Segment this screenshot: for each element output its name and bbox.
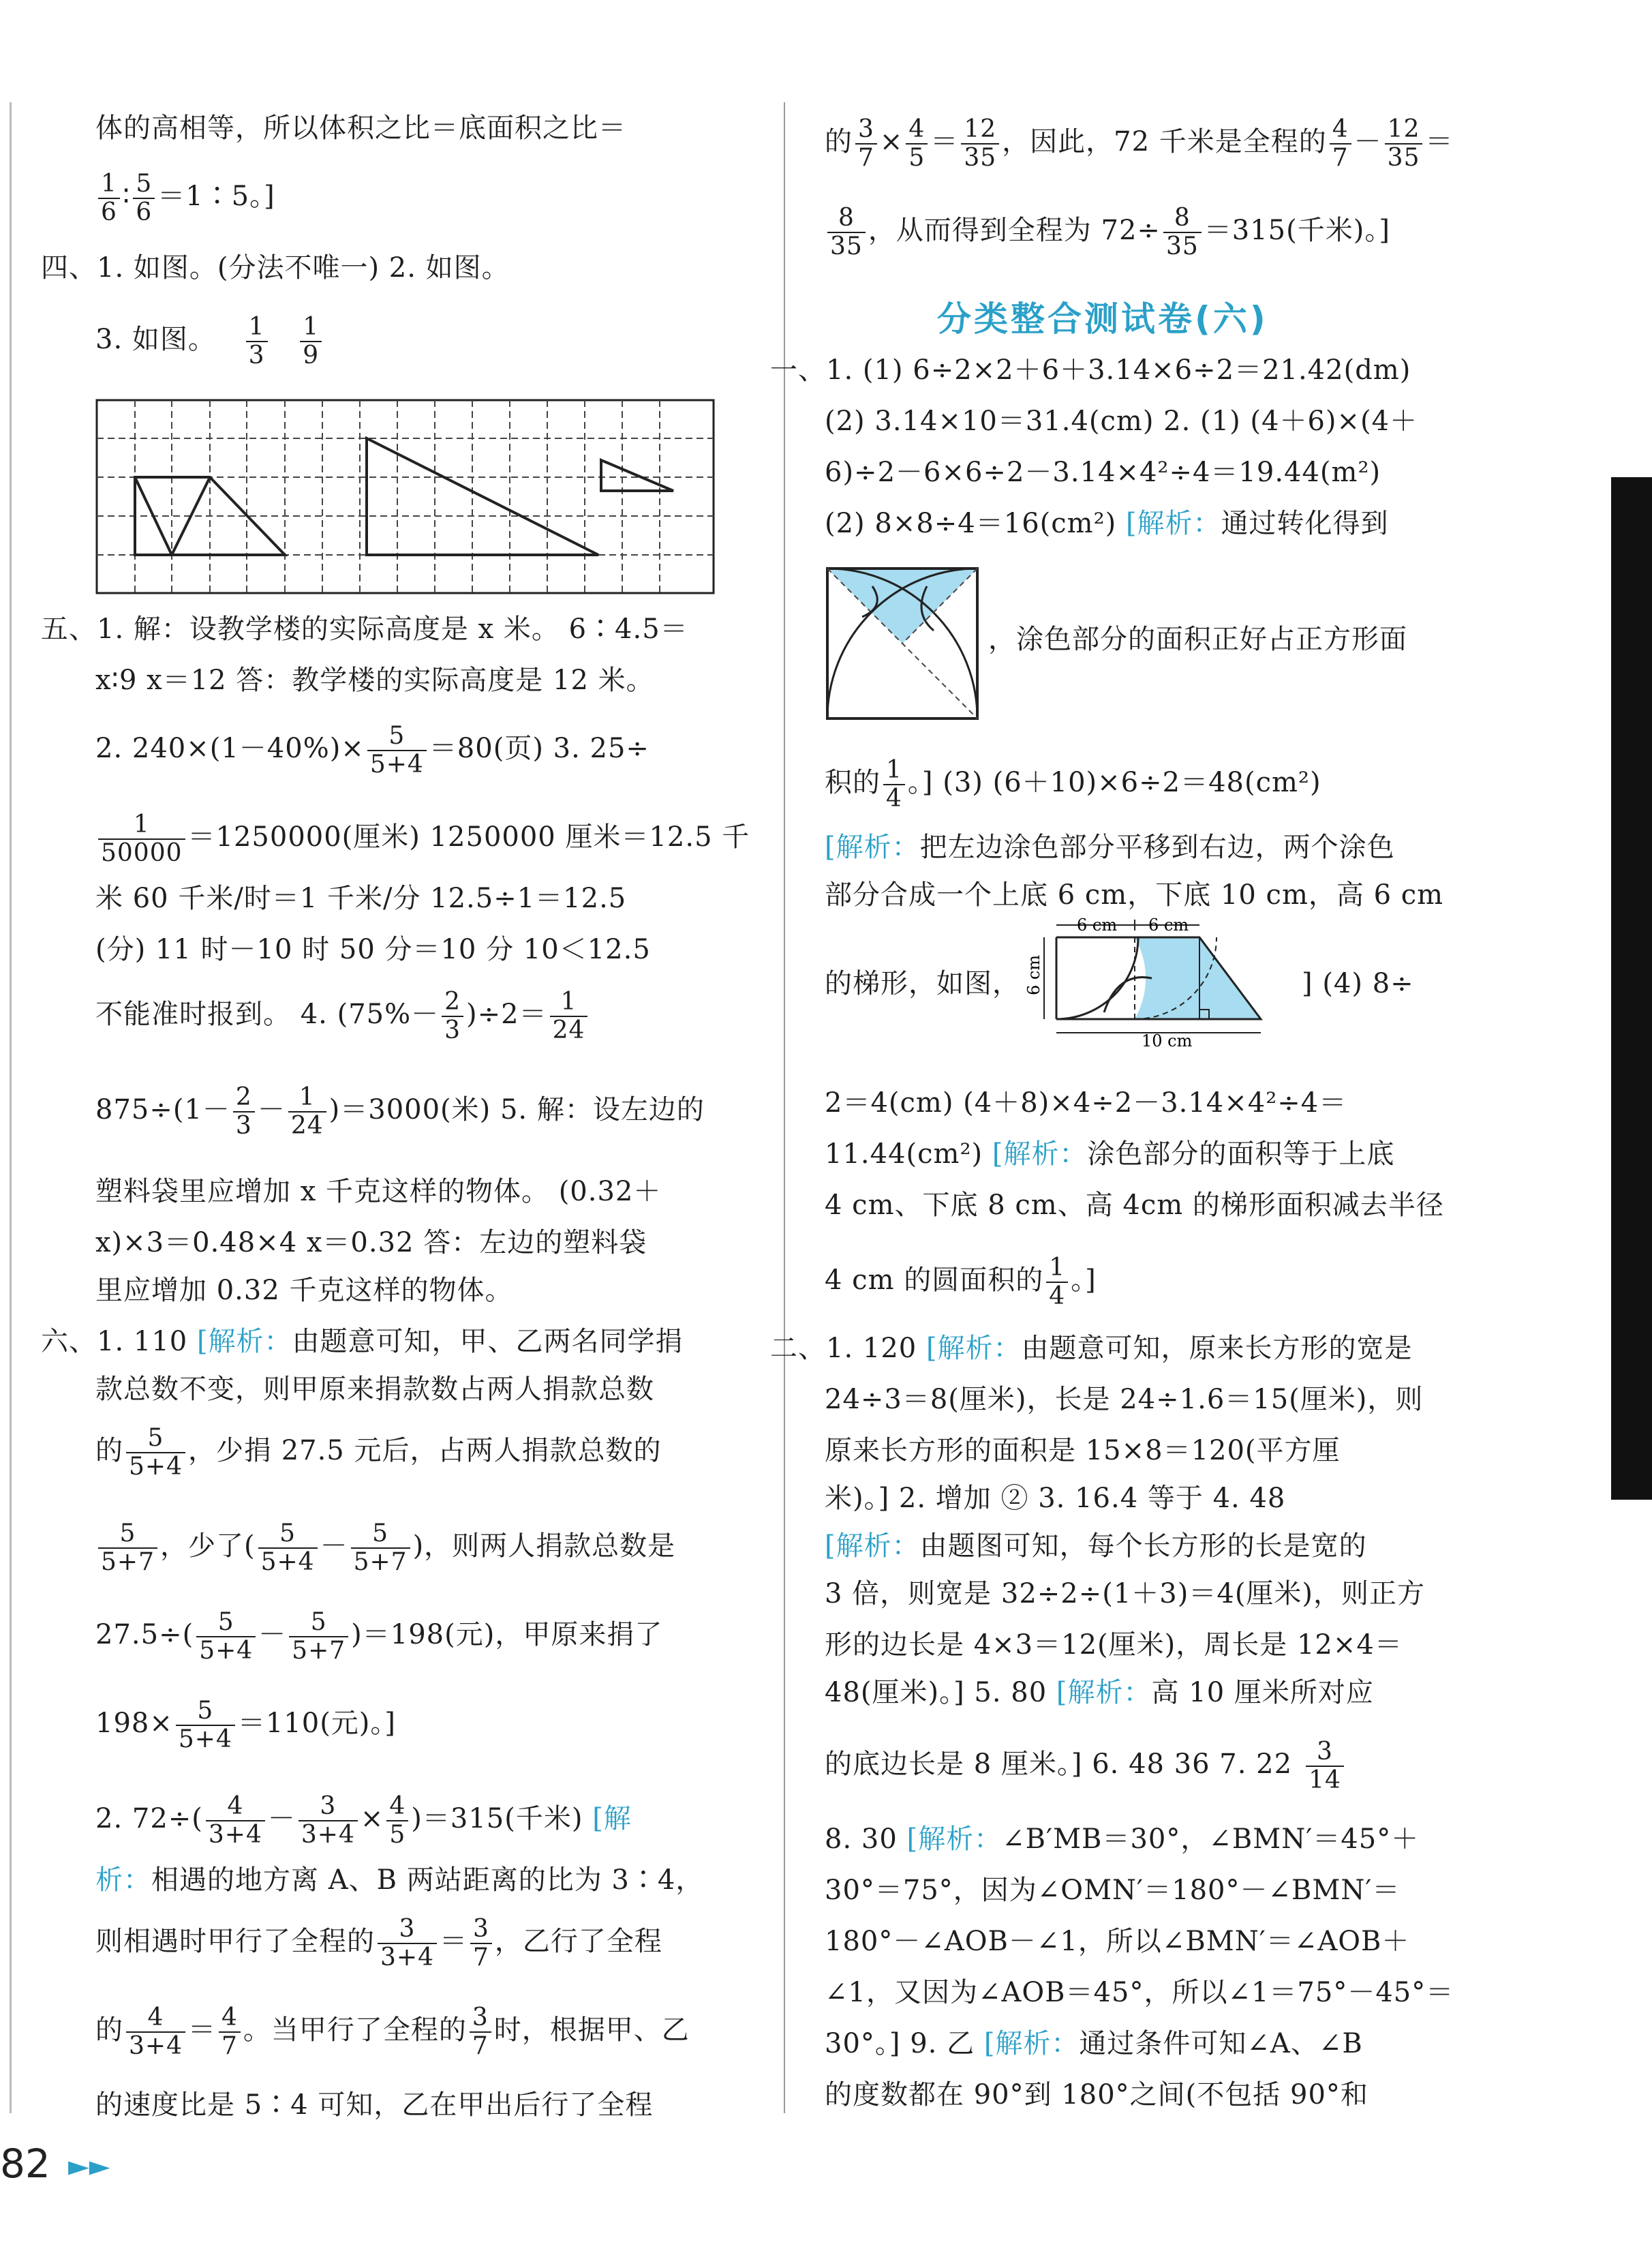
text-line: 的 $\frac{4}{3+4}$ ＝ $\frac{4}{7}$ 。当甲行了全程的 $\frac{3}{7}$ 时，根据甲、乙 — [95, 2003, 690, 2060]
text-line: 六、1. 110 [解析：由题意可知，甲、乙两名同学捐 — [41, 1326, 684, 1357]
fraction: $\frac{5}{5+4}$ — [258, 1520, 318, 1576]
fraction: $\frac{1}{4}$ — [1046, 1254, 1068, 1310]
fraction: $\frac{12}{35}$ — [961, 116, 999, 172]
fraction: $\frac{1}{50000}$ — [98, 811, 185, 867]
fraction: $\frac{5}{5+7}$ — [98, 1520, 157, 1576]
text-line: x)×3＝0.48×4 x＝0.32 答：左边的塑料袋 — [95, 1227, 647, 1258]
text-line: x∶9 x＝12 答：教学楼的实际高度是 12 米。 — [95, 665, 654, 696]
text-line: 原来长方形的面积是 15×8＝120(平方厘 — [825, 1435, 1341, 1466]
text-line: 3 倍，则宽是 32÷2÷(1＋3)＝4(厘米)，则正方 — [825, 1578, 1426, 1609]
text-line: 积的 $\frac{1}{4}$ 。] (3) (6＋10)×6÷2＝48(cm²) — [825, 756, 1321, 813]
text-line: 形的边长是 4×3＝12(厘米)，周长是 12×4＝ — [825, 1629, 1403, 1661]
text-line: 198× $\frac{5}{5+4}$ ＝110(元)。] — [95, 1697, 397, 1753]
fraction: $\frac{1}{3}$ — [246, 314, 268, 369]
fraction: $\frac{8}{35}$ — [1163, 205, 1202, 260]
text-line: 48(厘米)。] 5. 80 [解析：高 10 厘米所对应 — [825, 1677, 1374, 1708]
text-line: 2. 72÷( $\frac{4}{3+4}$ － $\frac{3}{3+4}$ × $\frac{4}{5}$ )＝315(千米) [解 — [95, 1792, 632, 1849]
text-line: 的 $\frac{5}{5+4}$ ，少捐 27.5 元后，占两人捐款总数的 — [95, 1424, 662, 1481]
fraction: $\frac{2}{3}$ — [442, 988, 463, 1044]
text-line: 6)÷2－6×6÷2－3.14×4²÷4＝19.44(m²) — [825, 457, 1381, 488]
text-line: 一、1. (1) 6÷2×2＋6＋3.14×6÷2＝21.42(dm) — [770, 354, 1411, 386]
figure-label: 6 cm — [1077, 915, 1118, 935]
fraction: $\frac{5}{5+4}$ — [196, 1609, 256, 1665]
text-line: 则相遇时甲行了全程的 $\frac{3}{3+4}$ ＝ $\frac{3}{7}$ ，乙行了全程 — [95, 1915, 662, 1971]
column-divider — [784, 102, 785, 2113]
fraction: $\frac{3}{7}$ — [855, 116, 877, 172]
next-arrows-icon: ►► — [68, 2151, 110, 2182]
text-line: 的度数都在 90°到 180°之间(不包括 90°和 — [825, 2079, 1368, 2110]
text-line: 11.44(cm²) [解析：涂色部分的面积等于上底 — [825, 1138, 1395, 1170]
fraction: $\frac{1}{24}$ — [550, 988, 588, 1044]
text-line: 4 cm、下底 8 cm、高 4cm 的梯形面积减去半径 — [825, 1190, 1444, 1221]
text-line: 的速度比是 5∶4 可知，乙在甲出后行了全程 — [95, 2089, 654, 2121]
fraction: $\frac{1}{4}$ — [883, 757, 905, 813]
text-line: ，涂色部分的面积正好占正方形面 — [988, 624, 1407, 655]
fraction: $\frac{4}{7}$ — [1330, 116, 1351, 172]
text-line: 不能准时报到。 4. (75%－ $\frac{2}{3}$ )÷2＝ $\frac{1}{24}$ — [95, 988, 590, 1044]
text-line: 五、1. 解：设教学楼的实际高度是 x 米。 6∶4.5＝ — [41, 614, 688, 645]
fraction: $\frac{8}{35}$ — [827, 205, 866, 260]
fraction: $\frac{5}{6}$ — [133, 170, 155, 226]
fraction: $\frac{4}{5}$ — [906, 116, 928, 172]
figure-label: 10 cm — [1142, 1031, 1193, 1050]
text-line: 米 60 千米/时＝1 千米/分 12.5÷1＝12.5 — [95, 883, 627, 914]
text-line: 塑料袋里应增加 x 千克这样的物体。 (0.32＋ — [95, 1176, 662, 1207]
fraction: $\frac{4}{3+4}$ — [206, 1793, 265, 1849]
square-shading-figure — [825, 566, 981, 723]
fraction: $\frac{3}{7}$ — [470, 2004, 491, 2060]
text-line: 体的高相等，所以体积之比＝底面积之比＝ — [95, 112, 626, 144]
text-line: 30°＝75°，因为∠OMN′＝180°－∠BMN′＝ — [825, 1875, 1401, 1906]
fraction: $\frac{1}{6}$ — [98, 170, 120, 226]
text-line: 875÷(1－ $\frac{2}{3}$ － $\frac{1}{24}$ )＝3000(米) 5. 解：设左边的 — [95, 1083, 705, 1140]
fraction: $\frac{5}{5+7}$ — [351, 1520, 410, 1576]
text-line: 里应增加 0.32 千克这样的物体。 — [95, 1275, 513, 1306]
fraction: $\frac{5}{5+4}$ — [176, 1697, 235, 1753]
text-line: 部分合成一个上底 6 cm，下底 10 cm，高 6 cm — [825, 879, 1444, 911]
text-line: $\frac{1}{6}$ ∶ $\frac{5}{6}$ ＝1∶5。] — [95, 170, 275, 226]
text-line: [解析：由题图可知，每个长方形的长是宽的 — [825, 1530, 1367, 1562]
fraction: $\frac{1}{24}$ — [288, 1084, 326, 1140]
text-line: $\frac{5}{5+7}$ ，少了( $\frac{5}{5+4}$ － $\frac{5}{5+7}$ )，则两人捐款总数是 — [95, 1520, 675, 1576]
fraction: $\frac{5}{5+4}$ — [367, 723, 427, 778]
fraction: $\frac{3}{14}$ — [1306, 1738, 1344, 1794]
fraction: $\frac{3}{3+4}$ — [378, 1916, 437, 1971]
text-line: (2) 8×8÷4＝16(cm²) [解析：通过转化得到 — [825, 508, 1389, 539]
fraction: $\frac{5}{5+7}$ — [289, 1609, 348, 1665]
text-line: 3. 如图。 $\frac{1}{3}$ $\frac{1}{9}$ — [95, 314, 324, 369]
text-line: (分) 11 时－10 时 50 分＝10 分 10＜12.5 — [95, 934, 651, 965]
text-line: 24÷3＝8(厘米)，长是 24÷1.6＝15(厘米)，则 — [825, 1384, 1424, 1415]
text-line: [解析：把左边涂色部分平移到右边，两个涂色 — [825, 832, 1395, 863]
text-line: 米)。] 2. 增加 ② 3. 16.4 等于 4. 48 — [825, 1483, 1286, 1514]
figure-label: 6 cm — [1148, 915, 1189, 935]
text-line: 30°。] 9. 乙 [解析：通过条件可知∠A、∠B — [825, 2028, 1363, 2059]
text-line: ∠1，又因为∠AOB＝45°，所以∠1＝75°－45°＝ — [825, 1977, 1454, 2008]
text-line: $\frac{8}{35}$ ，从而得到全程为 72÷ $\frac{8}{35}$ ＝315(千米)。] — [825, 205, 1390, 260]
page-margin-line — [10, 102, 12, 2113]
fraction: $\frac{4}{3+4}$ — [126, 2004, 185, 2060]
figure-label: 6 cm — [1024, 954, 1043, 995]
text-line: 2＝4(cm) (4＋8)×4÷2－3.14×4²÷4＝ — [825, 1087, 1347, 1119]
text-line: 2. 240×(1－40%)× $\frac{5}{5+4}$ ＝80(页) 3. 25÷ — [95, 722, 649, 778]
trapezoid-figure — [1024, 915, 1315, 1053]
text-line: 180°－∠AOB－∠1，所以∠BMN′＝∠AOB＋ — [825, 1926, 1410, 1957]
text-line: 的 $\frac{3}{7}$ × $\frac{4}{5}$ ＝ $\frac{12}{35}$ ，因此，72 千米是全程的 $\frac{4}{7}$ － $\frac{12}{35}$ ＝ — [825, 115, 1454, 172]
fraction: $\frac{3}{7}$ — [470, 1916, 492, 1971]
text-line: 的梯形，如图， — [825, 968, 1020, 999]
grid-figure — [95, 399, 716, 596]
scan-edge-shadow — [1611, 477, 1652, 1500]
text-line: $\frac{1}{50000}$ ＝1250000(厘米) 1250000 厘米＝12.5 千 — [95, 811, 750, 867]
section-title: 分类整合测试卷(六) — [937, 299, 1268, 339]
fraction: $\frac{4}{7}$ — [219, 2004, 241, 2060]
text-line: 的底边长是 8 厘米。] 6. 48 36 7. 22 $\frac{3}{14}$ — [825, 1738, 1347, 1794]
fraction: $\frac{2}{3}$ — [233, 1084, 255, 1140]
text-line: 四、1. 如图。(分法不唯一) 2. 如图。 — [41, 252, 510, 284]
text-line: 款总数不变，则甲原来捐款数占两人捐款总数 — [95, 1374, 654, 1405]
text-line: (2) 3.14×10＝31.4(cm) 2. (1) (4＋6)×(4＋ — [825, 406, 1418, 437]
fraction: $\frac{3}{3+4}$ — [299, 1793, 358, 1849]
text-line: 4 cm 的圆面积的 $\frac{1}{4}$ 。] — [825, 1254, 1097, 1310]
text-line: 二、1. 120 [解析：由题意可知，原来长方形的宽是 — [770, 1333, 1413, 1364]
fraction: $\frac{5}{5+4}$ — [126, 1425, 185, 1481]
text-line: ] (4) 8÷ — [1302, 968, 1414, 999]
fraction: $\frac{12}{35}$ — [1385, 116, 1423, 172]
fraction: $\frac{4}{5}$ — [386, 1793, 408, 1849]
text-line: 27.5÷( $\frac{5}{5+4}$ － $\frac{5}{5+7}$ )＝198(元)，甲原来捐了 — [95, 1608, 663, 1665]
text-line: 8. 30 [解析：∠B′MB＝30°，∠BMN′＝45°＋ — [825, 1823, 1420, 1855]
page-number: 82 — [0, 2140, 50, 2187]
text-line: 析：相遇的地方离 A、B 两站距离的比为 3∶4， — [95, 1864, 704, 1896]
fraction: $\frac{1}{9}$ — [300, 314, 322, 369]
